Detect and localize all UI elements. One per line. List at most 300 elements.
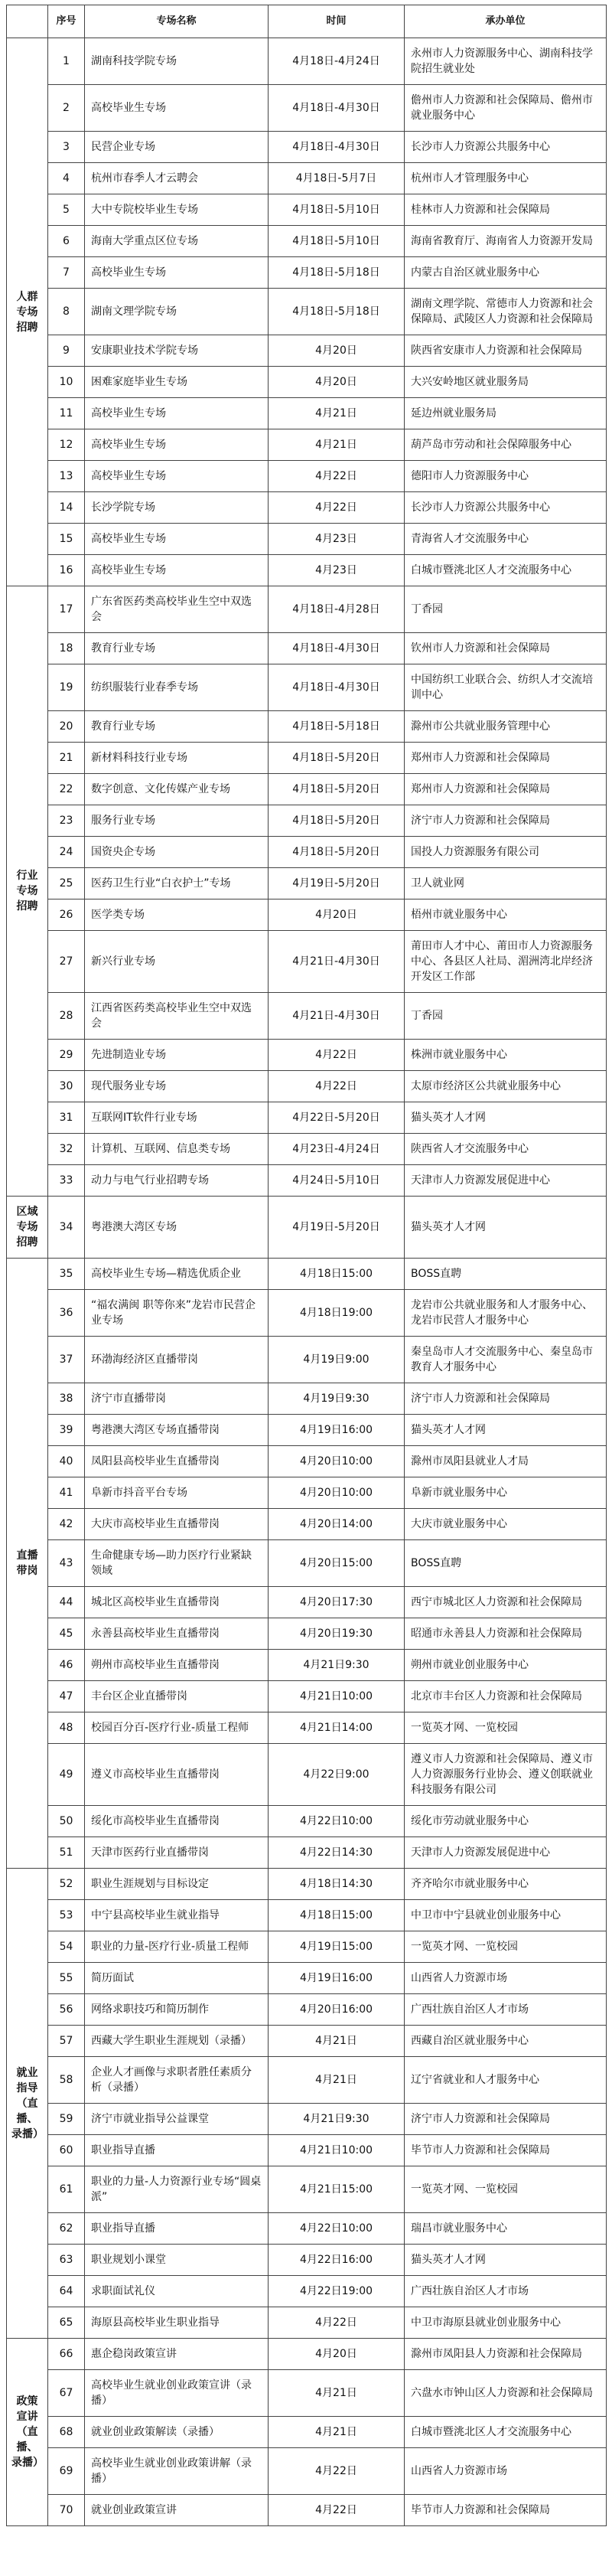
- session-time: 4月22日: [269, 2495, 405, 2526]
- row-number: 20: [48, 711, 85, 743]
- session-name: 大中专院校毕业生专场: [85, 194, 269, 226]
- organizer: 大兴安岭地区就业服务局: [405, 367, 607, 398]
- session-name: 遵义市高校毕业生直播带岗: [85, 1744, 269, 1806]
- session-name: 粤港澳大湾区专场直播带岗: [85, 1415, 269, 1446]
- row-number: 9: [48, 335, 85, 367]
- table-row: [7, 1900, 607, 1931]
- row-number: 31: [48, 1102, 85, 1134]
- table-row: [7, 1415, 607, 1446]
- table-row: [7, 2166, 607, 2213]
- session-time: 4月18日-5月18日: [269, 257, 405, 289]
- table-row: [7, 837, 607, 868]
- row-number: 55: [48, 1963, 85, 1994]
- session-time: 4月20日10:00: [269, 1446, 405, 1477]
- organizer: 毕节市人力资源和社会保障局: [405, 2495, 607, 2526]
- table-row: [7, 1712, 607, 1744]
- organizer: 天津市人力资源发展促进中心: [405, 1165, 607, 1197]
- session-name: 杭州市春季人才云聘会: [85, 163, 269, 194]
- table-row: [7, 1963, 607, 1994]
- session-time: 4月20日: [269, 899, 405, 931]
- session-time: 4月22日14:30: [269, 1837, 405, 1869]
- row-number: 25: [48, 868, 85, 899]
- session-time: 4月18日-5月18日: [269, 289, 405, 335]
- table-row: [7, 2307, 607, 2339]
- organizer: 白城市暨洮北区人才交流服务中心: [405, 2417, 607, 2448]
- session-time: 4月21日: [269, 2417, 405, 2448]
- category-cell: 政策宣讲（直播、录播）: [7, 2339, 48, 2526]
- session-time: 4月20日10:00: [269, 1477, 405, 1509]
- row-number: 4: [48, 163, 85, 194]
- session-time: 4月18日-5月20日: [269, 805, 405, 837]
- row-number: 26: [48, 899, 85, 931]
- organizer: 湖南文理学院、常德市人力资源和社会保障局、武陵区人力资源和社会保障局: [405, 289, 607, 335]
- row-number: 35: [48, 1259, 85, 1290]
- session-name: 粤港澳大湾区专场: [85, 1197, 269, 1259]
- session-name: “福农满闽 职等你来”龙岩市民营企业专场: [85, 1290, 269, 1337]
- session-time: 4月21日: [269, 398, 405, 429]
- session-time: 4月19日-5月20日: [269, 868, 405, 899]
- table-row: [7, 335, 607, 367]
- session-time: 4月18日-4月28日: [269, 586, 405, 633]
- session-name: 高校毕业生专场: [85, 429, 269, 461]
- session-name: 天津市医药行业直播带岗: [85, 1837, 269, 1869]
- row-number: 12: [48, 429, 85, 461]
- organizer: 葫芦岛市劳动和社会保障服务中心: [405, 429, 607, 461]
- organizer: 卫人就业网: [405, 868, 607, 899]
- table-row: [7, 1618, 607, 1650]
- row-number: 23: [48, 805, 85, 837]
- table-row: [7, 2370, 607, 2417]
- session-time: 4月22日10:00: [269, 2213, 405, 2245]
- organizer: 一览英才网、一览校园: [405, 2166, 607, 2213]
- session-name: 困难家庭毕业生专场: [85, 367, 269, 398]
- row-number: 10: [48, 367, 85, 398]
- row-number: 66: [48, 2339, 85, 2370]
- organizer: 猫头英才人才网: [405, 1415, 607, 1446]
- session-name: 动力与电气行业招聘专场: [85, 1165, 269, 1197]
- table-row: [7, 774, 607, 805]
- session-name: 求职面试礼仪: [85, 2276, 269, 2307]
- organizer: 毕节市人力资源和社会保障局: [405, 2135, 607, 2166]
- session-time: 4月23日: [269, 555, 405, 586]
- session-name: 丰台区企业直播带岗: [85, 1681, 269, 1712]
- row-number: 51: [48, 1837, 85, 1869]
- session-time: 4月19日15:00: [269, 1931, 405, 1963]
- row-number: 54: [48, 1931, 85, 1963]
- organizer: 太原市经济区公共就业服务中心: [405, 1071, 607, 1102]
- row-number: 39: [48, 1415, 85, 1446]
- session-time: 4月21日10:00: [269, 2135, 405, 2166]
- session-name: 中宁县高校毕业生就业指导: [85, 1900, 269, 1931]
- table-row: [7, 226, 607, 257]
- row-number: 68: [48, 2417, 85, 2448]
- organizer: 辽宁省就业和人才服务中心: [405, 2057, 607, 2104]
- session-time: 4月22日16:00: [269, 2245, 405, 2276]
- session-time: 4月22日: [269, 461, 405, 492]
- row-number: 69: [48, 2448, 85, 2495]
- table-row: [7, 492, 607, 524]
- session-time: 4月24日-5月10日: [269, 1165, 405, 1197]
- row-number: 27: [48, 931, 85, 993]
- table-row: [7, 1477, 607, 1509]
- table-row: [7, 2339, 607, 2370]
- job-fair-schedule-table: [6, 5, 607, 2526]
- table-row: [7, 899, 607, 931]
- organizer: 天津市人力资源发展促进中心: [405, 1837, 607, 1869]
- table-row: [7, 2448, 607, 2495]
- organizer: 滁州市凤阳县就业人才局: [405, 1446, 607, 1477]
- session-time: 4月18日-4月24日: [269, 38, 405, 85]
- row-number: 5: [48, 194, 85, 226]
- organizer: 朔州市就业创业服务中心: [405, 1650, 607, 1681]
- session-time: 4月21日9:30: [269, 2104, 405, 2135]
- session-time: 4月21日9:30: [269, 1650, 405, 1681]
- table-row: [7, 429, 607, 461]
- session-name: 高校毕业生专场: [85, 524, 269, 555]
- table-row: [7, 398, 607, 429]
- session-name: 阜新市抖音平台专场: [85, 1477, 269, 1509]
- organizer: 株洲市就业服务中心: [405, 1040, 607, 1071]
- row-number: 8: [48, 289, 85, 335]
- session-time: 4月20日16:00: [269, 1994, 405, 2026]
- session-time: 4月21日-4月30日: [269, 931, 405, 993]
- table-row: [7, 1650, 607, 1681]
- organizer: 陕西省人才交流服务中心: [405, 1134, 607, 1165]
- header-session-name: 专场名称: [85, 5, 269, 38]
- session-time: 4月20日19:30: [269, 1618, 405, 1650]
- organizer: 国投人力资源服务有限公司: [405, 837, 607, 868]
- header-index: 序号: [48, 5, 85, 38]
- session-time: 4月22日9:00: [269, 1744, 405, 1806]
- table-row: [7, 1540, 607, 1587]
- organizer: 莆田市人才中心、莆田市人力资源服务中心、各县区人社局、湄洲湾北岸经济开发区工作部: [405, 931, 607, 993]
- session-time: 4月18日14:30: [269, 1869, 405, 1900]
- organizer: 郑州市人力资源和社会保障局: [405, 743, 607, 774]
- row-number: 29: [48, 1040, 85, 1071]
- session-name: 简历面试: [85, 1963, 269, 1994]
- table-row: [7, 289, 607, 335]
- session-name: 互联网IT软件行业专场: [85, 1102, 269, 1134]
- table-row: [7, 2213, 607, 2245]
- organizer: 昭通市永善县人力资源和社会保障局: [405, 1618, 607, 1650]
- table-row: [7, 555, 607, 586]
- row-number: 17: [48, 586, 85, 633]
- organizer: 儋州市人力资源和社会保障局、儋州市就业服务中心: [405, 85, 607, 132]
- organizer: 六盘水市钟山区人力资源和社会保障局: [405, 2370, 607, 2417]
- session-time: 4月21日10:00: [269, 1681, 405, 1712]
- organizer: 桂林市人力资源和社会保障局: [405, 194, 607, 226]
- row-number: 2: [48, 85, 85, 132]
- row-number: 49: [48, 1744, 85, 1806]
- organizer: BOSS直聘: [405, 1540, 607, 1587]
- session-name: 永善县高校毕业生直播带岗: [85, 1618, 269, 1650]
- session-time: 4月19日9:30: [269, 1383, 405, 1415]
- row-number: 3: [48, 132, 85, 163]
- table-row: [7, 805, 607, 837]
- row-number: 64: [48, 2276, 85, 2307]
- row-number: 30: [48, 1071, 85, 1102]
- session-time: 4月18日-5月18日: [269, 711, 405, 743]
- organizer: 广西壮族自治区人才市场: [405, 2276, 607, 2307]
- organizer: BOSS直聘: [405, 1259, 607, 1290]
- session-name: 就业创业政策解读（录播）: [85, 2417, 269, 2448]
- session-time: 4月18日-5月10日: [269, 226, 405, 257]
- row-number: 38: [48, 1383, 85, 1415]
- organizer: 杭州市人才管理服务中心: [405, 163, 607, 194]
- session-name: 朔州市高校毕业生直播带岗: [85, 1650, 269, 1681]
- row-number: 59: [48, 2104, 85, 2135]
- table-row: [7, 664, 607, 711]
- organizer: 一览英才网、一览校园: [405, 1931, 607, 1963]
- organizer: 大庆市就业服务中心: [405, 1509, 607, 1540]
- session-name: 就业创业政策宣讲: [85, 2495, 269, 2526]
- organizer: 西宁市城北区人力资源和社会保障局: [405, 1587, 607, 1618]
- row-number: 32: [48, 1134, 85, 1165]
- organizer: 齐齐哈尔市就业服务中心: [405, 1869, 607, 1900]
- session-time: 4月21日: [269, 429, 405, 461]
- session-name: 湖南文理学院专场: [85, 289, 269, 335]
- organizer: 济宁市人力资源和社会保障局: [405, 1383, 607, 1415]
- table-row: [7, 2135, 607, 2166]
- organizer: 一览英才网、一览校园: [405, 1712, 607, 1744]
- session-name: 高校毕业生就业创业政策宣讲（录播）: [85, 2370, 269, 2417]
- organizer: 滁州市公共就业服务管理中心: [405, 711, 607, 743]
- session-time: 4月19日16:00: [269, 1415, 405, 1446]
- session-time: 4月20日17:30: [269, 1587, 405, 1618]
- table-row: [7, 1040, 607, 1071]
- session-time: 4月21日: [269, 2057, 405, 2104]
- row-number: 13: [48, 461, 85, 492]
- session-name: 医学类专场: [85, 899, 269, 931]
- session-name: 高校毕业生专场: [85, 555, 269, 586]
- session-name: 湖南科技学院专场: [85, 38, 269, 85]
- table-row: [7, 132, 607, 163]
- session-name: 职业指导直播: [85, 2135, 269, 2166]
- row-number: 58: [48, 2057, 85, 2104]
- row-number: 60: [48, 2135, 85, 2166]
- session-time: 4月20日14:00: [269, 1509, 405, 1540]
- row-number: 37: [48, 1337, 85, 1383]
- organizer: 长沙市人力资源公共服务中心: [405, 492, 607, 524]
- organizer: 中国纺织工业联合会、纺织人才交流培训中心: [405, 664, 607, 711]
- organizer: 绥化市劳动就业服务中心: [405, 1806, 607, 1837]
- table-row: [7, 1259, 607, 1290]
- organizer: 丁香园: [405, 993, 607, 1040]
- table-row: [7, 1290, 607, 1337]
- session-name: 大庆市高校毕业生直播带岗: [85, 1509, 269, 1540]
- organizer: 长沙市人力资源公共服务中心: [405, 132, 607, 163]
- table-row: [7, 1165, 607, 1197]
- table-row: [7, 1337, 607, 1383]
- table-row: [7, 1071, 607, 1102]
- row-number: 24: [48, 837, 85, 868]
- row-number: 42: [48, 1509, 85, 1540]
- session-name: 生命健康专场—助力医疗行业紧缺领域: [85, 1540, 269, 1587]
- session-name: 惠企稳岗政策宣讲: [85, 2339, 269, 2370]
- table-header-row: [7, 5, 607, 38]
- table-row: [7, 1446, 607, 1477]
- organizer: 西藏自治区就业服务中心: [405, 2026, 607, 2057]
- organizer: 中卫市海原县就业创业服务中心: [405, 2307, 607, 2339]
- table-row: [7, 1744, 607, 1806]
- row-number: 61: [48, 2166, 85, 2213]
- session-time: 4月22日10:00: [269, 1806, 405, 1837]
- session-time: 4月18日-5月20日: [269, 743, 405, 774]
- row-number: 63: [48, 2245, 85, 2276]
- session-name: 计算机、互联网、信息类专场: [85, 1134, 269, 1165]
- session-name: 国资央企专场: [85, 837, 269, 868]
- session-name: 校园百分百-医疗行业-质量工程师: [85, 1712, 269, 1744]
- table-row: [7, 1134, 607, 1165]
- header-category: [7, 5, 48, 38]
- session-time: 4月22日19:00: [269, 2276, 405, 2307]
- session-time: 4月22日: [269, 1071, 405, 1102]
- organizer: 秦皇岛市人才交流服务中心、秦皇岛市教育人才服务中心: [405, 1337, 607, 1383]
- session-name: 绥化市高校毕业生直播带岗: [85, 1806, 269, 1837]
- session-name: 企业人才画像与求职者胜任素质分析（录播）: [85, 2057, 269, 2104]
- row-number: 62: [48, 2213, 85, 2245]
- row-number: 36: [48, 1290, 85, 1337]
- row-number: 50: [48, 1806, 85, 1837]
- session-name: 高校毕业生就业创业政策讲解（录播）: [85, 2448, 269, 2495]
- table-row: [7, 2495, 607, 2526]
- organizer: 猫头英才人才网: [405, 1197, 607, 1259]
- row-number: 18: [48, 633, 85, 664]
- table-row: [7, 1931, 607, 1963]
- session-time: 4月18日-5月20日: [269, 837, 405, 868]
- session-time: 4月22日: [269, 2448, 405, 2495]
- row-number: 15: [48, 524, 85, 555]
- session-name: 职业生涯规划与目标设定: [85, 1869, 269, 1900]
- table-row: [7, 993, 607, 1040]
- organizer: 钦州市人力资源和社会保障局: [405, 633, 607, 664]
- session-name: 服务行业专场: [85, 805, 269, 837]
- organizer: 丁香园: [405, 586, 607, 633]
- session-name: 高校毕业生专场: [85, 85, 269, 132]
- session-time: 4月23日-4月24日: [269, 1134, 405, 1165]
- row-number: 40: [48, 1446, 85, 1477]
- session-name: 高校毕业生专场: [85, 398, 269, 429]
- organizer: 延边州就业服务局: [405, 398, 607, 429]
- table-row: [7, 194, 607, 226]
- row-number: 56: [48, 1994, 85, 2026]
- table-row: [7, 1869, 607, 1900]
- session-name: 海原县高校毕业生职业指导: [85, 2307, 269, 2339]
- row-number: 14: [48, 492, 85, 524]
- table-row: [7, 2057, 607, 2104]
- organizer: 青海省人才交流服务中心: [405, 524, 607, 555]
- row-number: 33: [48, 1165, 85, 1197]
- session-time: 4月23日: [269, 524, 405, 555]
- table-row: [7, 1806, 607, 1837]
- session-name: 江西省医药类高校毕业生空中双选会: [85, 993, 269, 1040]
- table-row: [7, 1994, 607, 2026]
- session-time: 4月18日-4月30日: [269, 132, 405, 163]
- session-time: 4月22日: [269, 492, 405, 524]
- table-row: [7, 868, 607, 899]
- organizer: 海南省教育厅、海南省人力资源开发局: [405, 226, 607, 257]
- table-body: [7, 38, 607, 2526]
- session-time: 4月18日-5月7日: [269, 163, 405, 194]
- session-name: 海南大学重点区位专场: [85, 226, 269, 257]
- row-number: 1: [48, 38, 85, 85]
- session-time: 4月18日15:00: [269, 1259, 405, 1290]
- session-name: 西藏大学生职业生涯规划（录播）: [85, 2026, 269, 2057]
- row-number: 43: [48, 1540, 85, 1587]
- session-time: 4月18日-4月30日: [269, 664, 405, 711]
- session-time: 4月20日: [269, 2339, 405, 2370]
- session-name: 教育行业专场: [85, 711, 269, 743]
- session-name: 网络求职技巧和简历制作: [85, 1994, 269, 2026]
- organizer: 猫头英才人才网: [405, 1102, 607, 1134]
- session-name: 凤阳县高校毕业生直播带岗: [85, 1446, 269, 1477]
- table-row: [7, 633, 607, 664]
- table-row: [7, 38, 607, 85]
- session-name: 教育行业专场: [85, 633, 269, 664]
- header-time: 时间: [269, 5, 405, 38]
- row-number: 57: [48, 2026, 85, 2057]
- session-name: 职业指导直播: [85, 2213, 269, 2245]
- session-name: 环渤海经济区直播带岗: [85, 1337, 269, 1383]
- organizer: 瑞昌市就业服务中心: [405, 2213, 607, 2245]
- session-time: 4月19日16:00: [269, 1963, 405, 1994]
- session-time: 4月21日14:00: [269, 1712, 405, 1744]
- session-time: 4月18日-5月20日: [269, 774, 405, 805]
- session-time: 4月18日-5月10日: [269, 194, 405, 226]
- table-row: [7, 1197, 607, 1259]
- category-cell: 直播带岗: [7, 1259, 48, 1869]
- organizer: 滁州市凤阳县人力资源和社会保障局: [405, 2339, 607, 2370]
- session-time: 4月21日15:00: [269, 2166, 405, 2213]
- table-row: [7, 2026, 607, 2057]
- session-time: 4月22日: [269, 1040, 405, 1071]
- row-number: 19: [48, 664, 85, 711]
- organizer: 永州市人力资源服务中心、湖南科技学院招生就业处: [405, 38, 607, 85]
- session-name: 广东省医药类高校毕业生空中双选会: [85, 586, 269, 633]
- session-time: 4月20日: [269, 335, 405, 367]
- session-name: 高校毕业生专场: [85, 257, 269, 289]
- session-name: 纺织服装行业春季专场: [85, 664, 269, 711]
- row-number: 11: [48, 398, 85, 429]
- table-row: [7, 85, 607, 132]
- row-number: 6: [48, 226, 85, 257]
- session-name: 高校毕业生专场—精选优质企业: [85, 1259, 269, 1290]
- row-number: 16: [48, 555, 85, 586]
- row-number: 53: [48, 1900, 85, 1931]
- table-row: [7, 2245, 607, 2276]
- organizer: 梧州市就业服务中心: [405, 899, 607, 931]
- table-row: [7, 1383, 607, 1415]
- organizer: 内蒙古自治区就业服务中心: [405, 257, 607, 289]
- session-name: 城北区高校毕业生直播带岗: [85, 1587, 269, 1618]
- row-number: 44: [48, 1587, 85, 1618]
- session-time: 4月19日9:00: [269, 1337, 405, 1383]
- category-cell: 人群专场招聘: [7, 38, 48, 586]
- organizer: 济宁市人力资源和社会保障局: [405, 2104, 607, 2135]
- session-time: 4月19日-5月20日: [269, 1197, 405, 1259]
- row-number: 46: [48, 1650, 85, 1681]
- table-row: [7, 931, 607, 993]
- session-name: 职业规划小课堂: [85, 2245, 269, 2276]
- organizer: 山西省人力资源市场: [405, 1963, 607, 1994]
- table-row: [7, 1102, 607, 1134]
- session-time: 4月22日-5月20日: [269, 1102, 405, 1134]
- session-time: 4月20日15:00: [269, 1540, 405, 1587]
- table-row: [7, 586, 607, 633]
- organizer: 龙岩市公共就业服务和人才服务中心、龙岩市民营人才服务中心: [405, 1290, 607, 1337]
- session-name: 医药卫生行业“白衣护士”专场: [85, 868, 269, 899]
- organizer: 山西省人力资源市场: [405, 2448, 607, 2495]
